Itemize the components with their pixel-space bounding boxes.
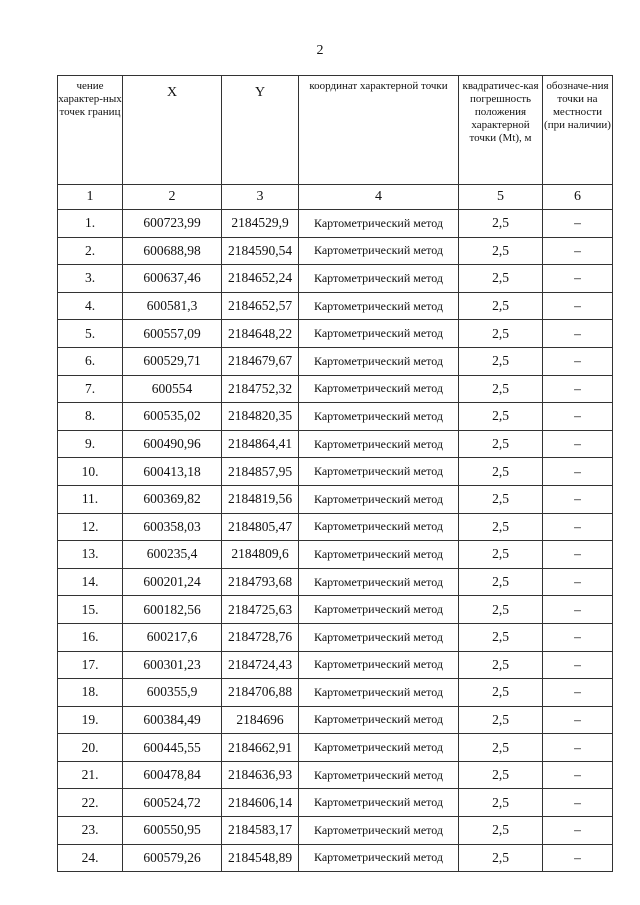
x-coordinate: 600235,4 bbox=[123, 541, 222, 569]
marking-cell: – bbox=[543, 265, 613, 293]
x-coordinate: 600579,26 bbox=[123, 844, 222, 872]
y-coordinate: 2184648,22 bbox=[222, 320, 299, 348]
header-marking: обозначе-ния точки на местности (при наличии) bbox=[543, 76, 613, 185]
marking-cell: – bbox=[543, 706, 613, 734]
table-row bbox=[58, 485, 613, 513]
y-coordinate: 2184652,24 bbox=[222, 265, 299, 293]
y-coordinate: 2184864,41 bbox=[222, 430, 299, 458]
point-number: 9. bbox=[58, 430, 123, 458]
point-number: 15. bbox=[58, 596, 123, 624]
method-cell: Картометрический метод bbox=[299, 679, 459, 707]
method-cell: Картометрический метод bbox=[299, 265, 459, 293]
x-coordinate: 600355,9 bbox=[123, 679, 222, 707]
column-number: 4 bbox=[299, 185, 459, 210]
table-row bbox=[58, 375, 613, 403]
error-value: 2,5 bbox=[459, 458, 543, 486]
marking-cell: – bbox=[543, 485, 613, 513]
table-row bbox=[58, 458, 613, 486]
marking-cell: – bbox=[543, 513, 613, 541]
point-number: 18. bbox=[58, 679, 123, 707]
table-row bbox=[58, 817, 613, 845]
y-coordinate: 2184696 bbox=[222, 706, 299, 734]
error-value: 2,5 bbox=[459, 430, 543, 458]
marking-cell: – bbox=[543, 651, 613, 679]
error-value: 2,5 bbox=[459, 734, 543, 762]
table-row bbox=[58, 430, 613, 458]
y-coordinate: 2184606,14 bbox=[222, 789, 299, 817]
point-number: 21. bbox=[58, 761, 123, 789]
point-number: 20. bbox=[58, 734, 123, 762]
method-cell: Картометрический метод bbox=[299, 320, 459, 348]
x-coordinate: 600384,49 bbox=[123, 706, 222, 734]
table-row bbox=[58, 292, 613, 320]
marking-cell: – bbox=[543, 568, 613, 596]
x-coordinate: 600535,02 bbox=[123, 403, 222, 431]
method-cell: Картометрический метод bbox=[299, 485, 459, 513]
y-coordinate: 2184809,6 bbox=[222, 541, 299, 569]
header-x: X bbox=[123, 76, 222, 185]
marking-cell: – bbox=[543, 679, 613, 707]
y-coordinate: 2184583,17 bbox=[222, 817, 299, 845]
error-value: 2,5 bbox=[459, 623, 543, 651]
marking-cell: – bbox=[543, 403, 613, 431]
x-coordinate: 600445,55 bbox=[123, 734, 222, 762]
header-y: Y bbox=[222, 76, 299, 185]
point-number: 14. bbox=[58, 568, 123, 596]
marking-cell: – bbox=[543, 789, 613, 817]
method-cell: Картометрический метод bbox=[299, 817, 459, 845]
marking-cell: – bbox=[543, 430, 613, 458]
error-value: 2,5 bbox=[459, 596, 543, 624]
y-coordinate: 2184805,47 bbox=[222, 513, 299, 541]
x-coordinate: 600637,46 bbox=[123, 265, 222, 293]
column-number: 1 bbox=[58, 185, 123, 210]
x-coordinate: 600217,6 bbox=[123, 623, 222, 651]
point-number: 7. bbox=[58, 375, 123, 403]
method-cell: Картометрический метод bbox=[299, 375, 459, 403]
method-cell: Картометрический метод bbox=[299, 458, 459, 486]
y-coordinate: 2184793,68 bbox=[222, 568, 299, 596]
point-number: 5. bbox=[58, 320, 123, 348]
table-row bbox=[58, 237, 613, 265]
y-coordinate: 2184728,76 bbox=[222, 623, 299, 651]
marking-cell: – bbox=[543, 210, 613, 238]
error-value: 2,5 bbox=[459, 513, 543, 541]
x-coordinate: 600201,24 bbox=[123, 568, 222, 596]
method-cell: Картометрический метод bbox=[299, 568, 459, 596]
y-coordinate: 2184652,57 bbox=[222, 292, 299, 320]
table-row bbox=[58, 541, 613, 569]
column-number: 2 bbox=[123, 185, 222, 210]
table-row bbox=[58, 596, 613, 624]
x-coordinate: 600490,96 bbox=[123, 430, 222, 458]
x-coordinate: 600413,18 bbox=[123, 458, 222, 486]
method-cell: Картометрический метод bbox=[299, 651, 459, 679]
y-coordinate: 2184679,67 bbox=[222, 347, 299, 375]
y-coordinate: 2184819,56 bbox=[222, 485, 299, 513]
point-number: 10. bbox=[58, 458, 123, 486]
table-row bbox=[58, 347, 613, 375]
point-number: 16. bbox=[58, 623, 123, 651]
marking-cell: – bbox=[543, 375, 613, 403]
marking-cell: – bbox=[543, 292, 613, 320]
table-row bbox=[58, 651, 613, 679]
method-cell: Картометрический метод bbox=[299, 761, 459, 789]
table-row bbox=[58, 623, 613, 651]
point-number: 24. bbox=[58, 844, 123, 872]
table-row bbox=[58, 403, 613, 431]
x-coordinate: 600550,95 bbox=[123, 817, 222, 845]
coordinates-table bbox=[57, 75, 613, 872]
error-value: 2,5 bbox=[459, 320, 543, 348]
error-value: 2,5 bbox=[459, 210, 543, 238]
table-header-row bbox=[58, 76, 613, 185]
marking-cell: – bbox=[543, 623, 613, 651]
table-row bbox=[58, 844, 613, 872]
marking-cell: – bbox=[543, 458, 613, 486]
point-number: 2. bbox=[58, 237, 123, 265]
error-value: 2,5 bbox=[459, 789, 543, 817]
x-coordinate: 600554 bbox=[123, 375, 222, 403]
point-number: 22. bbox=[58, 789, 123, 817]
x-coordinate: 600557,09 bbox=[123, 320, 222, 348]
header-error: квадратичес-кая погрешность положения характерной точки (Mt), м bbox=[459, 76, 543, 185]
method-cell: Картометрический метод bbox=[299, 513, 459, 541]
error-value: 2,5 bbox=[459, 568, 543, 596]
table-row bbox=[58, 789, 613, 817]
point-number: 23. bbox=[58, 817, 123, 845]
y-coordinate: 2184590,54 bbox=[222, 237, 299, 265]
error-value: 2,5 bbox=[459, 844, 543, 872]
error-value: 2,5 bbox=[459, 679, 543, 707]
header-method: координат характерной точки bbox=[299, 76, 459, 185]
marking-cell: – bbox=[543, 734, 613, 762]
method-cell: Картометрический метод bbox=[299, 430, 459, 458]
marking-cell: – bbox=[543, 237, 613, 265]
column-numbers-row bbox=[58, 185, 613, 210]
y-coordinate: 2184725,63 bbox=[222, 596, 299, 624]
method-cell: Картометрический метод bbox=[299, 210, 459, 238]
x-coordinate: 600478,84 bbox=[123, 761, 222, 789]
y-coordinate: 2184724,43 bbox=[222, 651, 299, 679]
marking-cell: – bbox=[543, 817, 613, 845]
error-value: 2,5 bbox=[459, 403, 543, 431]
method-cell: Картометрический метод bbox=[299, 596, 459, 624]
y-coordinate: 2184706,88 bbox=[222, 679, 299, 707]
table-row bbox=[58, 568, 613, 596]
point-number: 6. bbox=[58, 347, 123, 375]
header-point-designation: чение характер-ных точек границ bbox=[58, 76, 123, 185]
x-coordinate: 600581,3 bbox=[123, 292, 222, 320]
point-number: 1. bbox=[58, 210, 123, 238]
table-row bbox=[58, 320, 613, 348]
y-coordinate: 2184662,91 bbox=[222, 734, 299, 762]
marking-cell: – bbox=[543, 347, 613, 375]
error-value: 2,5 bbox=[459, 541, 543, 569]
point-number: 19. bbox=[58, 706, 123, 734]
error-value: 2,5 bbox=[459, 237, 543, 265]
point-number: 12. bbox=[58, 513, 123, 541]
y-coordinate: 2184548,89 bbox=[222, 844, 299, 872]
error-value: 2,5 bbox=[459, 265, 543, 293]
x-coordinate: 600369,82 bbox=[123, 485, 222, 513]
x-coordinate: 600529,71 bbox=[123, 347, 222, 375]
y-coordinate: 2184529,9 bbox=[222, 210, 299, 238]
y-coordinate: 2184820,35 bbox=[222, 403, 299, 431]
x-coordinate: 600301,23 bbox=[123, 651, 222, 679]
table-body bbox=[58, 210, 613, 872]
page-number: 2 bbox=[316, 43, 324, 58]
marking-cell: – bbox=[543, 541, 613, 569]
point-number: 8. bbox=[58, 403, 123, 431]
marking-cell: – bbox=[543, 596, 613, 624]
method-cell: Картометрический метод bbox=[299, 844, 459, 872]
table-row bbox=[58, 734, 613, 762]
method-cell: Картометрический метод bbox=[299, 706, 459, 734]
method-cell: Картометрический метод bbox=[299, 403, 459, 431]
error-value: 2,5 bbox=[459, 761, 543, 789]
x-coordinate: 600358,03 bbox=[123, 513, 222, 541]
point-number: 3. bbox=[58, 265, 123, 293]
column-number: 6 bbox=[543, 185, 613, 210]
x-coordinate: 600723,99 bbox=[123, 210, 222, 238]
y-coordinate: 2184752,32 bbox=[222, 375, 299, 403]
point-number: 17. bbox=[58, 651, 123, 679]
method-cell: Картометрический метод bbox=[299, 237, 459, 265]
marking-cell: – bbox=[543, 844, 613, 872]
point-number: 13. bbox=[58, 541, 123, 569]
table-row bbox=[58, 513, 613, 541]
error-value: 2,5 bbox=[459, 292, 543, 320]
error-value: 2,5 bbox=[459, 375, 543, 403]
error-value: 2,5 bbox=[459, 706, 543, 734]
method-cell: Картометрический метод bbox=[299, 347, 459, 375]
error-value: 2,5 bbox=[459, 651, 543, 679]
method-cell: Картометрический метод bbox=[299, 541, 459, 569]
y-coordinate: 2184636,93 bbox=[222, 761, 299, 789]
error-value: 2,5 bbox=[459, 817, 543, 845]
method-cell: Картометрический метод bbox=[299, 623, 459, 651]
method-cell: Картометрический метод bbox=[299, 789, 459, 817]
x-coordinate: 600182,56 bbox=[123, 596, 222, 624]
column-number: 5 bbox=[459, 185, 543, 210]
marking-cell: – bbox=[543, 761, 613, 789]
column-number: 3 bbox=[222, 185, 299, 210]
x-coordinate: 600688,98 bbox=[123, 237, 222, 265]
method-cell: Картометрический метод bbox=[299, 292, 459, 320]
error-value: 2,5 bbox=[459, 485, 543, 513]
y-coordinate: 2184857,95 bbox=[222, 458, 299, 486]
error-value: 2,5 bbox=[459, 347, 543, 375]
method-cell: Картометрический метод bbox=[299, 734, 459, 762]
table-row bbox=[58, 761, 613, 789]
table-row bbox=[58, 679, 613, 707]
table-row bbox=[58, 210, 613, 238]
marking-cell: – bbox=[543, 320, 613, 348]
point-number: 4. bbox=[58, 292, 123, 320]
table-row bbox=[58, 265, 613, 293]
point-number: 11. bbox=[58, 485, 123, 513]
x-coordinate: 600524,72 bbox=[123, 789, 222, 817]
table-row bbox=[58, 706, 613, 734]
